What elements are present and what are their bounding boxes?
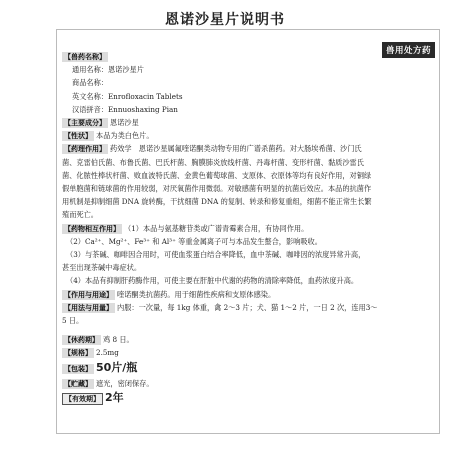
validity-text: 2年 bbox=[105, 390, 124, 404]
package-label: 【包装】 bbox=[64, 364, 92, 373]
interaction-item: （1）本品与氨基糖苷类或广谱青霉素合用，有协同作用。 bbox=[124, 223, 309, 233]
english-name: 英文名称：Enrofloxacin Tablets bbox=[72, 91, 183, 101]
indications-text: 喹诺酮类抗菌药。用于细菌性疾病和支原体感染。 bbox=[117, 289, 276, 299]
pharmacology-line: 菌、克雷伯氏菌、布鲁氏菌、巴氏杆菌、胸膜肺炎放线杆菌、丹毒杆菌、变形杆菌、黏质沙雷氏 bbox=[62, 157, 364, 167]
trade-name: 商品名称： bbox=[72, 78, 108, 88]
section-interactions bbox=[62, 222, 434, 288]
section-package bbox=[62, 360, 434, 377]
withdrawal-label: 【休药期】 bbox=[64, 336, 99, 345]
pharmacology-line: 假单胞菌和链球菌的作用较弱，对厌氧菌作用微弱。对敏感菌有明显的抗菌后效应。本品的抗菌作 bbox=[62, 184, 372, 194]
section-validity bbox=[62, 390, 434, 407]
pharmacology-line: 用机制是抑制细菌 DNA 旋转酶，干扰细菌 DNA 的复制、转录和修复重组，细菌不能正常生长繁 bbox=[62, 197, 372, 207]
pinyin-name: 汉语拼音：Ennuoshaxing Pian bbox=[72, 104, 178, 114]
document-title: 恩诺沙星片说明书 bbox=[165, 12, 285, 28]
generic-name: 通用名称：恩诺沙星片 bbox=[72, 65, 144, 75]
validity-label: 【有效期】 bbox=[62, 393, 103, 405]
appearance-label: 【性状】 bbox=[64, 132, 92, 141]
pharmacology-label: 【药理作用】 bbox=[64, 145, 106, 154]
pharmacology-line: 殖而死亡。 bbox=[62, 210, 98, 220]
pharmacology-line: 菌、化脓性棒状杆菌、败血波特氏菌、金黄色葡萄球菌、支原体、衣原体等均有良好作用，对铜绿 bbox=[62, 170, 372, 180]
interaction-item: 甚至出现茶碱中毒症状。 bbox=[62, 263, 142, 273]
section-indications bbox=[62, 288, 434, 301]
section-withdrawal bbox=[62, 333, 434, 346]
ingredient-label: 【主要成分】 bbox=[64, 119, 106, 128]
appearance-text: 本品为类白色片。 bbox=[96, 131, 154, 141]
section-pharmacology bbox=[62, 142, 434, 221]
interactions-label: 【药物相互作用】 bbox=[64, 224, 120, 233]
pharmacology-line: 药效学 恩诺沙星属氟喹诺酮类动物专用的广谱杀菌药。对大肠埃希菌、沙门氏 bbox=[110, 144, 362, 154]
dosage-label: 【用法与用量】 bbox=[64, 303, 113, 312]
ingredient-text: 恩诺沙星 bbox=[110, 118, 139, 128]
section-drug-name bbox=[62, 50, 434, 63]
withdrawal-text: 鸡 8 日。 bbox=[103, 335, 134, 345]
storage-text: 遮光，密闭保存。 bbox=[96, 378, 154, 388]
section-storage bbox=[62, 377, 434, 390]
spec-text: 2.5mg bbox=[96, 348, 119, 358]
dosage-line: 5 日。 bbox=[62, 316, 84, 326]
section-dosage bbox=[62, 301, 434, 327]
dosage-line: 内服：一次量，每 1kg 体重，禽 2～3 片；犬、猫 1～2 片，一日 2 次，连用3～ bbox=[117, 302, 378, 312]
interaction-item: （3）与茶碱、咖啡因合用时，可使血浆蛋白结合率降低，血中茶碱、咖啡因的浓度异常升高， bbox=[66, 250, 366, 260]
interaction-item: （2）Ca²⁺、Mg²⁺、Fe³⁺ 和 Al³⁺ 等重金属离子可与本品发生螯合，影响吸收。 bbox=[66, 236, 322, 246]
package-text: 50片/瓶 bbox=[96, 360, 138, 374]
drug-name-label: 【兽药名称】 bbox=[64, 53, 106, 61]
section-spec bbox=[62, 346, 434, 359]
interaction-item: （4）本品有抑制肝药酶作用，可使主要在肝脏中代谢的药物的清除率降低，血药浓度升高。 bbox=[66, 276, 359, 286]
storage-label: 【贮藏】 bbox=[64, 379, 92, 388]
rx-badge: 兽用处方药 bbox=[382, 42, 435, 58]
section-ingredient bbox=[62, 116, 434, 129]
section-appearance bbox=[62, 129, 434, 142]
document-body bbox=[62, 50, 434, 407]
indications-label: 【作用与用途】 bbox=[64, 290, 113, 299]
spec-label: 【规格】 bbox=[64, 349, 92, 358]
